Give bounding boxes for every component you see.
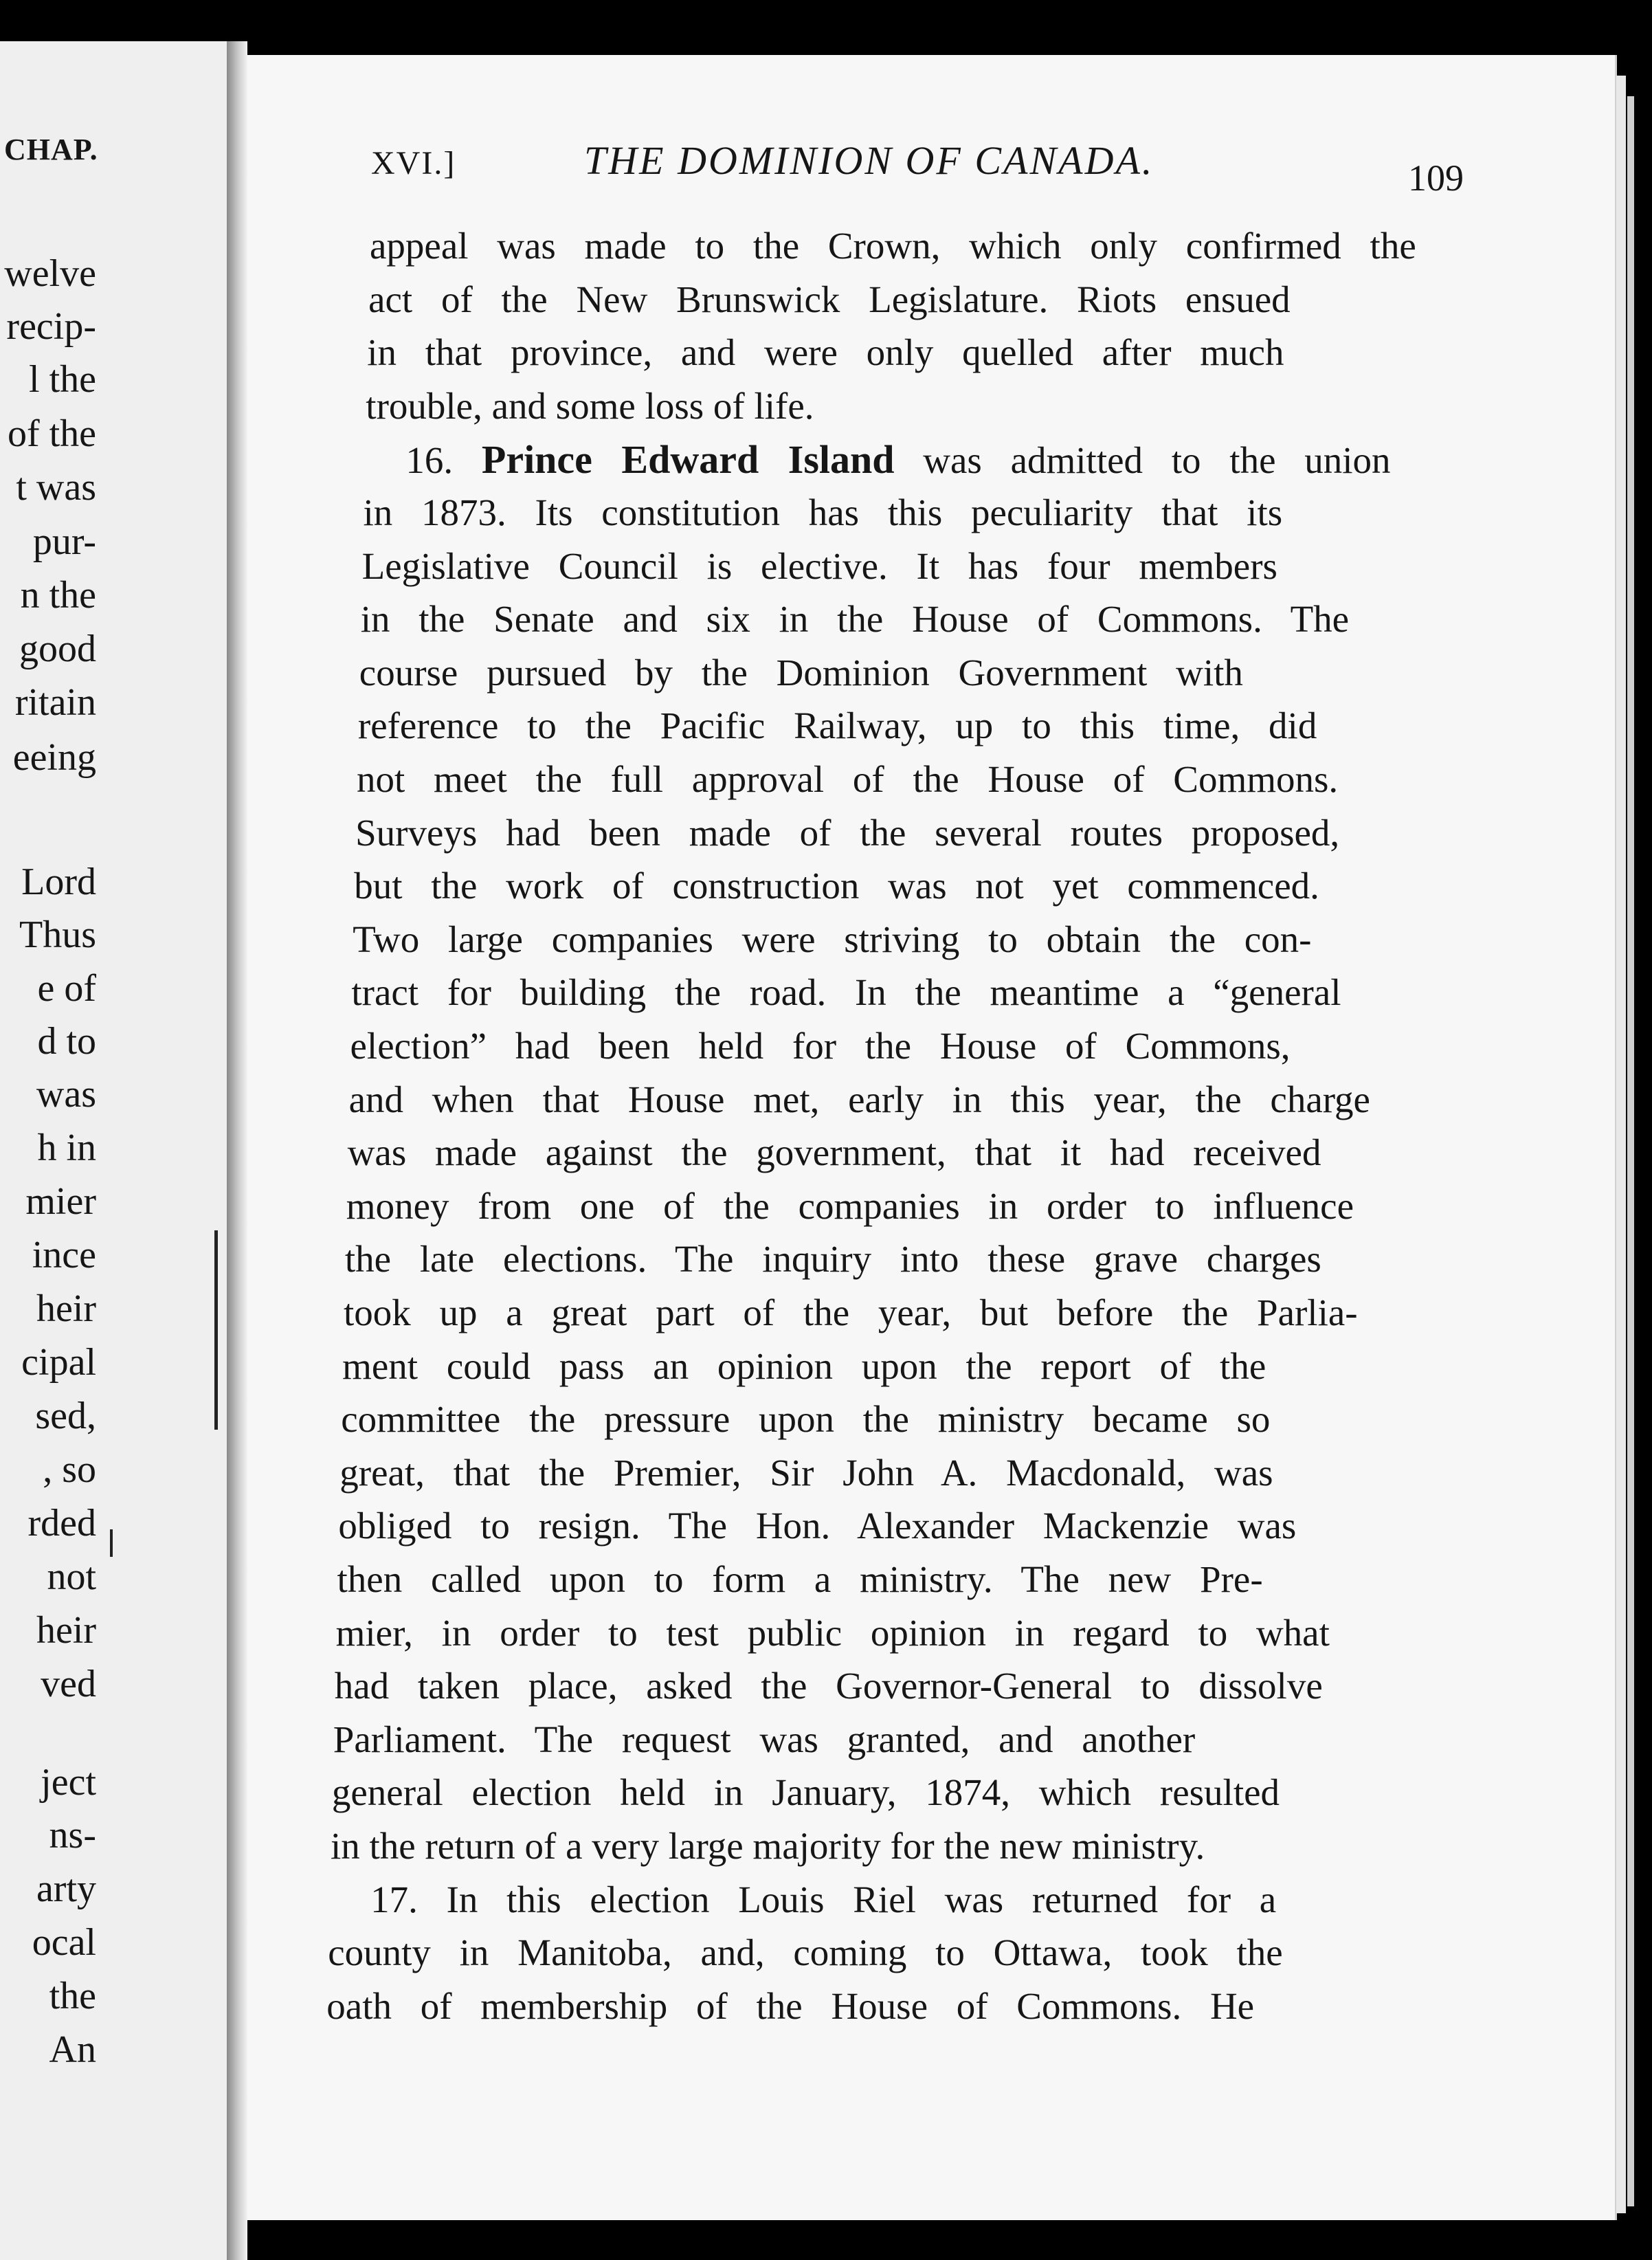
running-title: THE DOMINION OF CANADA. bbox=[584, 138, 1154, 183]
line-text: obliged to resign. The Hon. Alexander Mackenzie was bbox=[338, 1505, 1297, 1547]
line-text: had taken place, asked the Governor-General to dissolve bbox=[334, 1665, 1323, 1707]
left-page-line: n the bbox=[20, 574, 96, 617]
left-page-line: sed, bbox=[35, 1395, 96, 1437]
left-page-line: of the bbox=[7, 412, 96, 455]
text-line bbox=[337, 1560, 1263, 1598]
page-number: 109 bbox=[1408, 157, 1464, 199]
line-text: in that province, and were only quelled after much bbox=[367, 331, 1284, 374]
left-page-line: ocal bbox=[32, 1921, 96, 1964]
left-page-line: d to bbox=[37, 1020, 96, 1063]
running-head bbox=[371, 137, 1464, 199]
line-text: in 1873. Its constitution has this peculiarity that its bbox=[363, 491, 1283, 533]
left-page-line: ved bbox=[41, 1663, 96, 1705]
line-text: Legislative Council is elective. It has four members bbox=[361, 544, 1277, 587]
line-text: trouble, and some loss of life. bbox=[366, 384, 814, 427]
left-page-line: ritain bbox=[14, 681, 96, 724]
line-text: was admitted to the union bbox=[894, 439, 1391, 482]
line-text: the late elections. The inquiry into these grave charges bbox=[344, 1238, 1321, 1281]
left-page-line: cipal bbox=[21, 1341, 96, 1384]
text-line bbox=[367, 331, 1284, 374]
left-page-header: CHAP. bbox=[4, 133, 98, 166]
line-text: 17. In this election Louis Riel was returned for a bbox=[370, 1878, 1277, 1920]
text-line bbox=[328, 1931, 1283, 1974]
line-text: ment could pass an opinion upon the report of the bbox=[342, 1344, 1266, 1387]
left-page-line: mier bbox=[25, 1180, 96, 1223]
left-page bbox=[0, 41, 231, 2260]
text-line bbox=[361, 544, 1277, 587]
page-edge bbox=[1616, 76, 1626, 2213]
text-line bbox=[347, 1131, 1321, 1174]
text-line bbox=[359, 651, 1243, 694]
text-line bbox=[344, 1238, 1321, 1281]
left-page-line: welve bbox=[4, 252, 96, 295]
text-line bbox=[405, 437, 1391, 483]
left-page-line: good bbox=[19, 628, 96, 670]
left-page-line: rded bbox=[27, 1502, 96, 1544]
line-text: great, that the Premier, Sir John A. Macdonald, was bbox=[339, 1451, 1273, 1494]
left-page-line: heir bbox=[36, 1609, 96, 1652]
text-line bbox=[326, 1984, 1255, 2027]
left-page-line: ns- bbox=[49, 1814, 96, 1857]
text-line bbox=[370, 227, 1416, 265]
margin-mark bbox=[110, 1529, 113, 1557]
text-line bbox=[335, 1667, 1323, 1705]
left-page-line: recip- bbox=[6, 305, 96, 348]
left-page-line: was bbox=[36, 1073, 96, 1116]
line-text: committee the pressure upon the ministry became so bbox=[341, 1398, 1271, 1441]
line-text: county in Manitoba, and, coming to Ottawa, took the bbox=[328, 1931, 1283, 1974]
line-text: Two large companies were striving to obtain the con- bbox=[353, 918, 1312, 960]
left-page-line: ince bbox=[32, 1234, 96, 1276]
text-line bbox=[354, 867, 1319, 905]
text-line bbox=[366, 384, 814, 427]
text-line bbox=[342, 1344, 1266, 1387]
text-line bbox=[357, 760, 1338, 798]
text-line bbox=[331, 1827, 1205, 1865]
left-page-line: heir bbox=[36, 1287, 96, 1330]
text-line bbox=[339, 1451, 1273, 1494]
line-text: course pursued by the Dominion Government with bbox=[359, 651, 1243, 694]
left-page-line: ject bbox=[41, 1761, 96, 1804]
left-page-line: pur- bbox=[32, 520, 96, 563]
line-text: Parliament. The request was granted, and another bbox=[333, 1718, 1196, 1760]
line-text: and when that House met, early in this year, the charge bbox=[348, 1078, 1370, 1120]
line-text: took up a great part of the year, but before the Parlia- bbox=[344, 1292, 1358, 1333]
text-line bbox=[355, 811, 1340, 854]
line-text: but the work of construction was not yet commenced. bbox=[354, 865, 1319, 907]
text-line bbox=[341, 1398, 1271, 1441]
line-text: mier, in order to test public opinion in regard to what bbox=[335, 1611, 1330, 1654]
section-number: 16. bbox=[405, 439, 482, 482]
left-page-line: An bbox=[49, 2028, 96, 2071]
line-text: in the Senate and six in the House of Commons. The bbox=[360, 598, 1350, 641]
line-text: act of the New Brunswick Legislature. Riots ensued bbox=[368, 278, 1291, 320]
line-text: election” had been held for the House of Commons, bbox=[350, 1025, 1291, 1067]
left-page-line: l the bbox=[29, 358, 96, 401]
left-page-line: not bbox=[47, 1555, 96, 1598]
line-text: in the return of a very large majority for the new ministry. bbox=[331, 1825, 1205, 1867]
line-text: appeal was made to the Crown, which only confirmed the bbox=[370, 225, 1416, 267]
text-line bbox=[335, 1611, 1330, 1654]
text-line bbox=[333, 1720, 1195, 1758]
line-text: then called upon to form a ministry. The new Pre- bbox=[337, 1558, 1263, 1600]
line-text: general election held in January, 1874, which resulted bbox=[331, 1771, 1280, 1814]
left-page-line: , so bbox=[43, 1448, 96, 1491]
text-line bbox=[357, 705, 1317, 747]
text-line bbox=[351, 971, 1341, 1014]
line-text: tract for building the road. In the meantime a “general bbox=[351, 971, 1341, 1014]
text-line bbox=[360, 598, 1350, 641]
text-line bbox=[331, 1771, 1280, 1814]
section-heading: Prince Edward Island bbox=[481, 437, 895, 483]
text-line bbox=[353, 920, 1311, 958]
text-line bbox=[348, 1078, 1370, 1120]
line-text: was made against the government, that it had received bbox=[347, 1131, 1321, 1174]
left-page-line: Lord bbox=[21, 861, 96, 903]
left-page-line: eeing bbox=[12, 736, 96, 779]
line-text: money from one of the companies in order to influence bbox=[346, 1184, 1354, 1227]
line-text: Surveys had been made of the several routes proposed, bbox=[355, 811, 1340, 854]
text-line bbox=[338, 1505, 1297, 1547]
left-page-line: arty bbox=[36, 1868, 96, 1910]
left-page-line: e of bbox=[37, 967, 96, 1010]
line-text: oath of membership of the House of Commons. He bbox=[326, 1984, 1255, 2027]
book-gutter bbox=[227, 41, 247, 2260]
text-line bbox=[344, 1294, 1358, 1331]
text-line bbox=[346, 1184, 1354, 1227]
left-page-line: the bbox=[49, 1975, 96, 2017]
line-text: reference to the Pacific Railway, up to this time, did bbox=[357, 705, 1317, 747]
chapter-number: XVI.] bbox=[371, 145, 456, 181]
margin-mark bbox=[214, 1230, 218, 1430]
text-line bbox=[350, 1027, 1291, 1065]
left-page-line: h in bbox=[37, 1127, 96, 1169]
text-line bbox=[370, 1878, 1277, 1920]
text-line bbox=[363, 491, 1283, 533]
page-edge bbox=[1627, 96, 1634, 2206]
left-page-line: t was bbox=[16, 466, 96, 509]
line-text: not meet the full approval of the House of Commons. bbox=[357, 758, 1339, 800]
left-page-line: Thus bbox=[19, 913, 96, 956]
text-line bbox=[368, 280, 1291, 318]
